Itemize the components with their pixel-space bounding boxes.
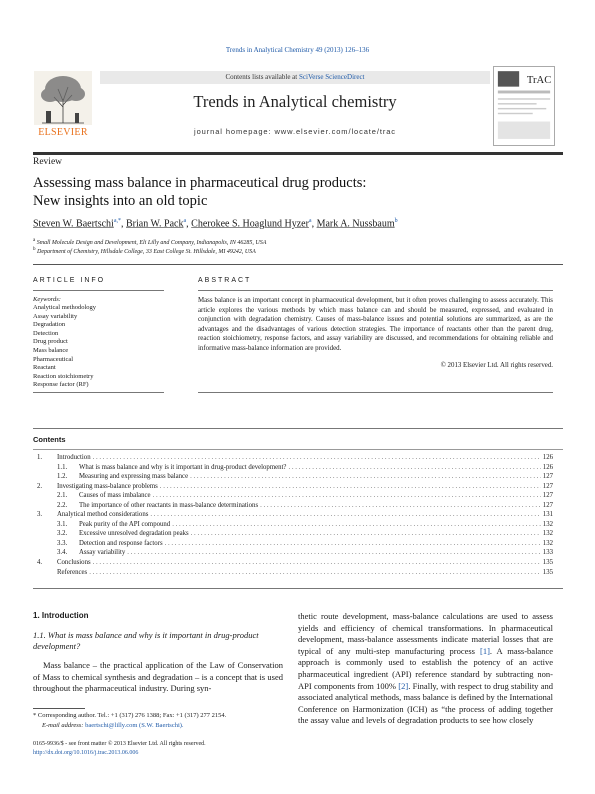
author-name[interactable]: Brian W. Pack	[126, 218, 184, 230]
toc-entry[interactable]	[33, 539, 553, 549]
article-type: Review	[33, 157, 63, 167]
toc-page-number[interactable]: 127	[542, 492, 553, 500]
journal-cover-image	[493, 66, 555, 146]
affiliation	[33, 247, 256, 255]
paragraph-text: thetic route development, mass-balance calculations are used to assess yields and efficiency of chemical transformations. In pharmaceutical development, mass-balance assessments indicate material losses that are typical of any multi-step manufacturing process	[298, 611, 553, 656]
paragraph-text: . Finally, with respect to drug stability and associated analytical methods, mass balance is defined by the International Conference on Harmonization (ICH) as “the process of adding together the assay value and levels of degradation products to see how closely	[298, 680, 553, 726]
abstract-heading: ABSTRACT	[198, 277, 252, 284]
toc-entry[interactable]	[33, 520, 553, 530]
toc-entry[interactable]	[33, 501, 553, 511]
cover-label: TrAC	[526, 74, 552, 86]
toc-entry[interactable]	[33, 491, 553, 501]
keyword: Reaction stoichiometry	[33, 372, 94, 380]
keyword: Mass balance	[33, 346, 69, 354]
toc-label[interactable]: Analytical method considerations	[57, 511, 149, 519]
author-name[interactable]: Mark A. Nussbaum	[316, 218, 395, 230]
abstract-bottom-rule	[198, 392, 553, 393]
contents-top-rule	[33, 428, 563, 429]
journal-reference[interactable]: Trends in Analytical Chemistry 49 (2013) 126–136	[225, 46, 370, 54]
toc-number: 3.	[37, 511, 43, 519]
toc-number: 4.	[37, 559, 43, 567]
corresponding-author-note: * Corresponding author. Tel.: +1 (317) 276 1388; Fax: +1 (317) 277 2154.	[33, 712, 227, 719]
affiliation-text: Department of Chemistry, Hillsdale College, 33 East College St. Hillsdale, MI 49242, USA	[37, 249, 256, 255]
toc-label[interactable]: What is mass balance and why is it important in drug-product development?	[79, 463, 287, 471]
toc-leader-dots	[191, 529, 541, 539]
toc-number: 2.1.	[57, 492, 68, 500]
toc-label[interactable]: Investigating mass-balance problems	[57, 482, 158, 490]
article-title-line-1: Assessing mass balance in pharmaceutical drug products:	[33, 175, 367, 191]
toc-leader-dots	[160, 482, 541, 492]
elsevier-wordmark: ELSEVIER	[38, 127, 88, 138]
author-separator: ,	[121, 218, 126, 230]
toc-label[interactable]: Measuring and expressing mass balance	[79, 473, 189, 481]
affiliation-mark: b	[33, 247, 36, 252]
toc-label[interactable]: Introduction	[57, 454, 91, 461]
keyword: Assay variability	[33, 312, 78, 320]
journal-name: Trends in Analytical chemistry	[193, 92, 397, 111]
reference-link[interactable]: [2]	[398, 680, 409, 691]
paragraph-text: . A mass-balance approach is commonly used to establish the potency of an active pharmaceutical ingredient (API) reference standard by subtracting non-API components from 100%	[298, 645, 554, 691]
sciverse-link[interactable]: SciVerse ScienceDirect	[299, 73, 365, 81]
toc-number: 1.2.	[57, 473, 68, 481]
contents-prefix: Contents lists available at	[225, 73, 299, 81]
toc-page-number[interactable]: 132	[542, 539, 553, 547]
toc-page-number[interactable]: 126	[542, 463, 553, 471]
toc-number: 1.1.	[57, 463, 68, 471]
keyword: Detection	[33, 329, 59, 337]
reference-link[interactable]: [1]	[479, 645, 490, 656]
keyword: Degradation	[33, 321, 66, 329]
journal-homepage[interactable]: journal homepage: www.elsevier.com/locate/trac	[194, 127, 396, 136]
toc-number: 2.	[37, 482, 43, 490]
toc-number: 3.3.	[57, 539, 68, 547]
toc-leader-dots	[89, 568, 541, 578]
toc-label[interactable]: Peak purity of the API compound	[79, 520, 171, 528]
toc-page-number[interactable]: 127	[542, 482, 553, 490]
affiliation	[33, 238, 266, 246]
toc-label[interactable]: Causes of mass imbalance	[79, 492, 151, 500]
keywords-label: Keywords:	[33, 296, 61, 303]
toc-label[interactable]: Detection and response factors	[79, 539, 163, 547]
toc-page-number[interactable]: 135	[542, 559, 553, 567]
author-list	[33, 218, 398, 229]
toc-entry[interactable]	[33, 558, 553, 568]
email-label: E-mail address:	[42, 722, 86, 729]
toc-leader-dots	[288, 463, 540, 473]
affiliation-text: Small Molecule Design and Development, Eli Lilly and Company, Indianapolis, IN 46285, USA	[36, 240, 267, 246]
toc-label[interactable]: Excessive unresolved degradation peaks	[79, 530, 189, 538]
footnote-rule	[33, 708, 85, 709]
author-separator: ,	[186, 218, 192, 230]
table-of-contents	[33, 453, 553, 577]
keyword: Reactant	[33, 364, 56, 372]
body-paragraph-left	[33, 660, 283, 695]
contents-bottom-rule	[33, 588, 563, 589]
email-link[interactable]: baertschi@lilly.com (S.W. Baertschi).	[85, 722, 184, 729]
toc-entry[interactable]	[33, 568, 553, 578]
toc-leader-dots	[260, 501, 541, 511]
keywords-rule	[33, 392, 164, 393]
abstract-rule	[198, 290, 553, 291]
toc-leader-dots	[190, 472, 541, 482]
toc-number: 1.	[37, 454, 43, 461]
contents-mid-rule	[33, 449, 563, 450]
paragraph-text: Mass balance – the practical application of the Law of Conservation of Mass to chemical synthesis and degradation – is a concept that is used throughout the pharmaceutical industry. During syn-	[33, 660, 283, 694]
toc-leader-dots	[165, 539, 541, 549]
toc-number: 3.2.	[57, 530, 68, 538]
contents-title: Contents	[33, 435, 66, 444]
toc-page-number[interactable]: 127	[542, 473, 553, 481]
toc-page-number[interactable]: 127	[542, 501, 553, 509]
toc-entry[interactable]	[33, 529, 553, 539]
affiliation-mark: a	[33, 238, 36, 243]
toc-leader-dots	[150, 510, 540, 520]
toc-leader-dots	[93, 558, 541, 568]
author-separator: ,	[311, 218, 317, 230]
abstract-text: Mass balance is an important concept in pharmaceutical development, but it often proves challenging to assess accurately. This article explores the various methods by which mass balance can and should be measured, expressed, and evaluated in conjunction with degradation chemistry. Causes of mass-balance issues and potential solutions are summarized, as are the advantages and the disadvantages of various detection strategies. The importance of reactants other than the parent drug, reaction stoichiometry, response factors, and assay variability are discussed, and recommendations for obtaining reliable and informative mass-balance information are provided.	[198, 297, 553, 352]
toc-number: 3.1.	[57, 520, 68, 528]
toc-entry[interactable]	[33, 482, 553, 492]
toc-label[interactable]: The importance of other reactants in mass-balance determinations	[79, 501, 259, 509]
contents-available-line	[100, 71, 490, 84]
doi-link[interactable]: http://dx.doi.org/10.1016/j.trac.2013.06.006	[33, 750, 139, 756]
toc-leader-dots	[153, 491, 541, 501]
toc-page-number[interactable]: 133	[542, 549, 553, 557]
section-heading: 1. Introduction	[33, 611, 89, 620]
affiliation-rule	[33, 264, 563, 265]
toc-number: 3.4.	[57, 549, 68, 557]
toc-entry[interactable]	[33, 510, 553, 520]
keywords-list	[33, 304, 96, 390]
header-rule	[33, 152, 563, 155]
email-note	[42, 722, 184, 729]
toc-label[interactable]: References	[57, 568, 88, 576]
toc-entry[interactable]	[33, 463, 553, 473]
article-info-heading: ARTICLE INFO	[33, 277, 106, 284]
toc-number: 2.2.	[57, 501, 68, 509]
body-paragraph-right	[298, 611, 553, 727]
toc-page-number[interactable]: 132	[542, 530, 553, 538]
author-name[interactable]: Steven W. Baertschi	[33, 218, 114, 230]
keyword: Analytical methodology	[33, 304, 97, 311]
toc-leader-dots	[93, 453, 541, 463]
author-affiliation-mark[interactable]: a,*	[113, 218, 121, 224]
author-affiliation-mark[interactable]: a	[183, 218, 187, 224]
author-affiliation-mark[interactable]: b	[394, 218, 398, 224]
toc-label[interactable]: Assay variability	[79, 549, 126, 557]
toc-page-number[interactable]: 131	[542, 511, 553, 519]
toc-page-number[interactable]: 135	[542, 568, 553, 576]
author-affiliation-mark[interactable]: a	[308, 218, 312, 224]
toc-label[interactable]: Conclusions	[57, 559, 91, 567]
copyright-notice: © 2013 Elsevier Ltd. All rights reserved.	[440, 362, 553, 369]
article-info-rule	[33, 290, 164, 291]
toc-entry[interactable]	[33, 472, 553, 482]
toc-entry[interactable]	[33, 548, 553, 558]
keyword: Response factor (RF)	[33, 381, 89, 389]
toc-page-number[interactable]: 132	[542, 520, 553, 528]
toc-leader-dots	[172, 520, 541, 530]
toc-entry[interactable]	[33, 453, 553, 463]
article-title-line-2: New insights into an old topic	[33, 193, 208, 209]
keyword: Pharmaceutical	[33, 355, 74, 363]
subsection-heading: 1.1. What is mass balance and why is it important in drug-product development?	[33, 630, 259, 651]
toc-page-number[interactable]: 126	[542, 454, 553, 461]
author-name[interactable]: Cherokee S. Hoaglund Hyzer	[191, 218, 309, 230]
keyword: Drug product	[33, 338, 68, 346]
toc-leader-dots	[127, 548, 541, 558]
issn-line: 0165-9936/$ - see front matter © 2013 Elsevier Ltd. All rights reserved.	[33, 741, 206, 747]
